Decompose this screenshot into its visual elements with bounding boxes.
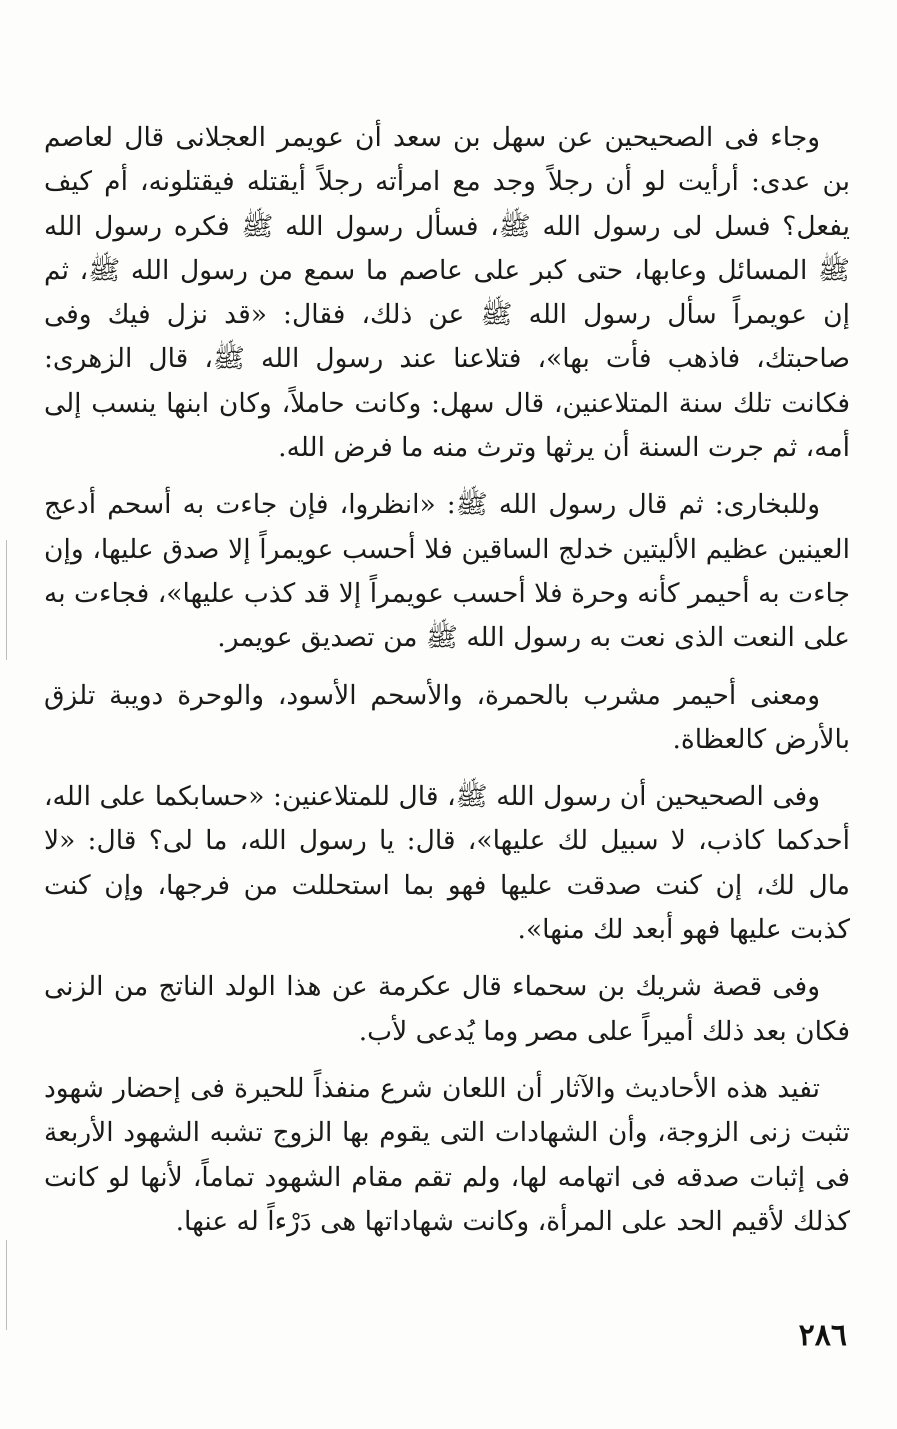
body-text xyxy=(44,116,850,1257)
paragraph: وجاء فى الصحيحين عن سهل بن سعد أن عويمر العجلانى قال لعاصم بن عدى: أرأيت لو أن رجلاً وجد مع امرأته رجلاً أيقتله فيقتلونه، أم كيف يفعل؟ فسل لى رسول الله ﷺ، فسأل رسول الله ﷺ فكره رسول الله ﷺ المسائل وعابها، حتى كبر على عاصم ما سمع من رسول الله ﷺ، ثم إن عويمراً سأل رسول الله ﷺ عن ذلك، فقال: «قد نزل فيك وفى صاحبتك، فاذهب فأت بها»، فتلاعنا عند رسول الله ﷺ، قال الزهرى: فكانت تلك سنة المتلاعنين، قال سهل: وكانت حاملاً، وكان ابنها ينسب إلى أمه، ثم جرت السنة أن يرثها وترث منه ما فرض الله. xyxy=(44,122,850,464)
paragraph: ومعنى أحيمر مشرب بالحمرة، والأسحم الأسود، والوحرة دويبة تلزق بالأرض كالعظاة. xyxy=(44,679,850,755)
paragraph: وفى قصة شريك بن سحماء قال عكرمة عن هذا الولد الناتج من الزنى فكان بعد ذلك أميراً على مصر وما يُدعى لأب. xyxy=(44,971,850,1047)
page-edge-mark xyxy=(6,1240,7,1330)
page-number: ٢٨٦ xyxy=(798,1318,847,1353)
paragraph: تفيد هذه الأحاديث والآثار أن اللعان شرع منفذاً للحيرة فى إحضار شهود تثبت زنى الزوجة، وأن الشهادات التى يقوم بها الزوج تشبه الشهود الأربعة فى إثبات صدقه فى اتهامه لها، ولم تقم مقام الشهود تماماً، لأنها لو كانت كذلك لأقيم الحد على المرأة، وكانت شهاداتها هى دَرْءاً له عنها. xyxy=(44,1072,850,1237)
page-edge-mark xyxy=(6,540,7,660)
paragraph: وفى الصحيحين أن رسول الله ﷺ، قال للمتلاعنين: «حسابكما على الله، أحدكما كاذب، لا سبيل لك عليها»، قال: يا رسول الله، ما لى؟ قال: «لا مال لك، إن كنت صدقت عليها فهو بما استحللت من فرجها، وإن كنت كذبت عليها فهو أبعد لك منها». xyxy=(44,781,850,946)
paragraph: وللبخارى: ثم قال رسول الله ﷺ: «انظروا، فإن جاءت به أسحم أدعج العينين عظيم الأليتين خدلج الساقين فلا أحسب عويمراً إلا صدق عليها، وإن جاءت به أحيمر كأنه وحرة فلا أحسب عويمراً إلا قد كذب عليها»، فجاءت به على النعت الذى نعت به رسول الله ﷺ من تصديق عويمر. xyxy=(44,489,850,654)
